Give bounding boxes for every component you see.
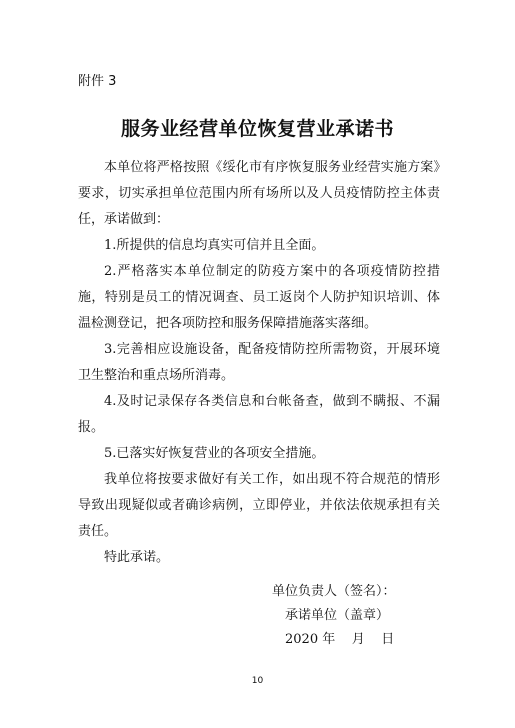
attachment-label: 附件 3 — [78, 74, 117, 89]
commitment-item-3: 3.完善相应设施设备，配备疫情防控所需物资，开展环境卫生整治和重点场所消毒。 — [78, 342, 440, 383]
document-body — [78, 155, 440, 571]
body-paragraph-closing: 特此承诺。 — [104, 550, 170, 565]
body-paragraph-intro: 本单位将严格按照《绥化市有序恢复服务业经营实施方案》要求，切实承担单位范围内所有场所以及人员疫情防控主体责任，承诺做到： — [78, 160, 440, 227]
page-number: 10 — [251, 676, 264, 686]
document-title: 服务业经营单位恢复营业承诺书 — [120, 118, 394, 140]
body-paragraph-responsibility: 我单位将按要求做好有关工作，如出现不符合规范的情形导致出现疑似或者确诊病例，立即停业，并依法依规承担有关责任。 — [78, 472, 440, 539]
signature-committing-unit: 承诺单位（盖章） — [285, 608, 390, 623]
commitment-item-4: 4.及时记录保存各类信息和台帐备查，做到不瞒报、不漏报。 — [78, 394, 440, 435]
signature-responsible-person: 单位负责人（签名）： — [272, 584, 396, 599]
commitment-item-1: 1.所提供的信息均真实可信并且全面。 — [104, 238, 325, 253]
commitment-item-5: 5.已落实好恢复营业的各项安全措施。 — [104, 446, 325, 461]
signature-date: 2020 年 月 日 — [285, 632, 395, 647]
commitment-item-2: 2.严格落实本单位制定的防疫方案中的各项疫情防控措施，特别是员工的情况调查、员工返岗个人防护知识培训、体温检测登记，把各项防控和服务保障措施落实落细。 — [78, 264, 440, 331]
